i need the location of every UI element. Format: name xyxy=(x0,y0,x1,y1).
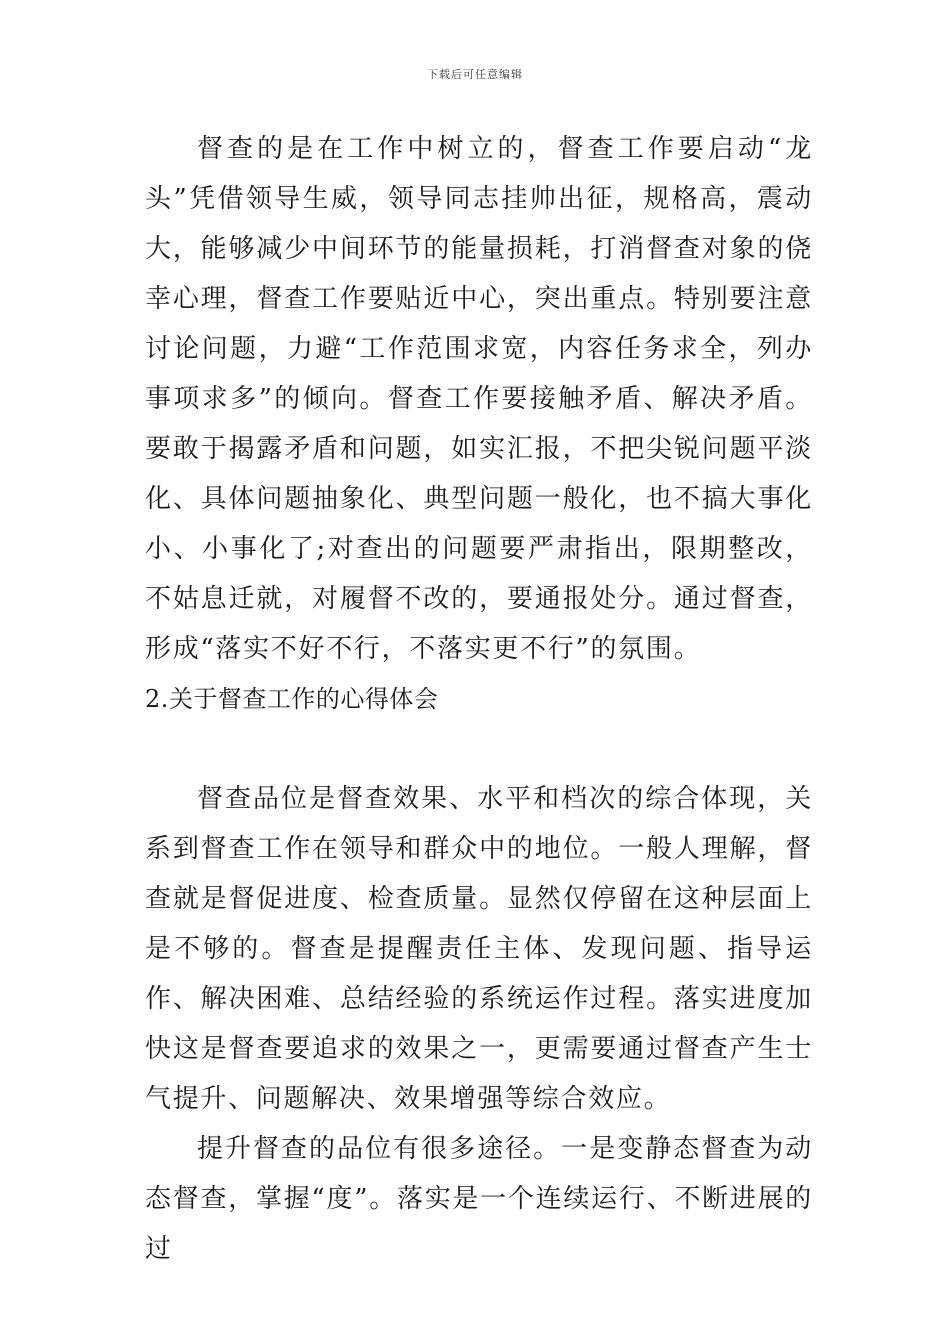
section-spacer xyxy=(145,724,813,774)
page-header-note: 下载后可任意编辑 xyxy=(427,68,523,81)
paragraph-supervision-quality: 督查品位是督查效果、水平和档次的综合体现，关系到督查工作在领导和群众中的地位。一般人理解，督查就是督促进度、检查质量。显然仅停留在这种层面上是不够的。督查是提醒责任主体、发现问题、指导运作、解决困难、总结经验的系统运作过程。落实进度加快这是督查要追求的效果之一，更需要通过督查产生士气提升、问题解决、效果增强等综合效应。 xyxy=(145,784,813,1114)
paragraph-supervision-leadership: 督查的是在工作中树立的，督查工作要启动“龙头”凭借领导生威，领导同志挂帅出征，规格高，震动大，能够减少中间环节的能量损耗，打消督查对象的侥幸心理，督查工作要贴近中心，突出重点。特别要注意讨论问题，力避“工作范围求宽，内容任务求全，列办事项求多”的倾向。督查工作要接触矛盾、解决矛盾。要敢于揭露矛盾和问题，如实汇报，不把尖锐问题平淡化、具体问题抽象化、典型问题一般化，也不搞大事化小、小事化了;对查出的问题要严肃指出，限期整改，不姑息迁就，对履督不改的，要通报处分。通过督查，形成“落实不好不行，不落实更不行”的氛围。 xyxy=(145,134,813,664)
paragraph-improve-supervision: 提升督查的品位有很多途径。一是变静态督查为动态督查，掌握“度”。落实是一个连续运行、不断进展的过 xyxy=(145,1134,813,1264)
section-heading: 2.关于督查工作的心得体会 xyxy=(145,685,439,713)
document-body xyxy=(145,124,813,1274)
